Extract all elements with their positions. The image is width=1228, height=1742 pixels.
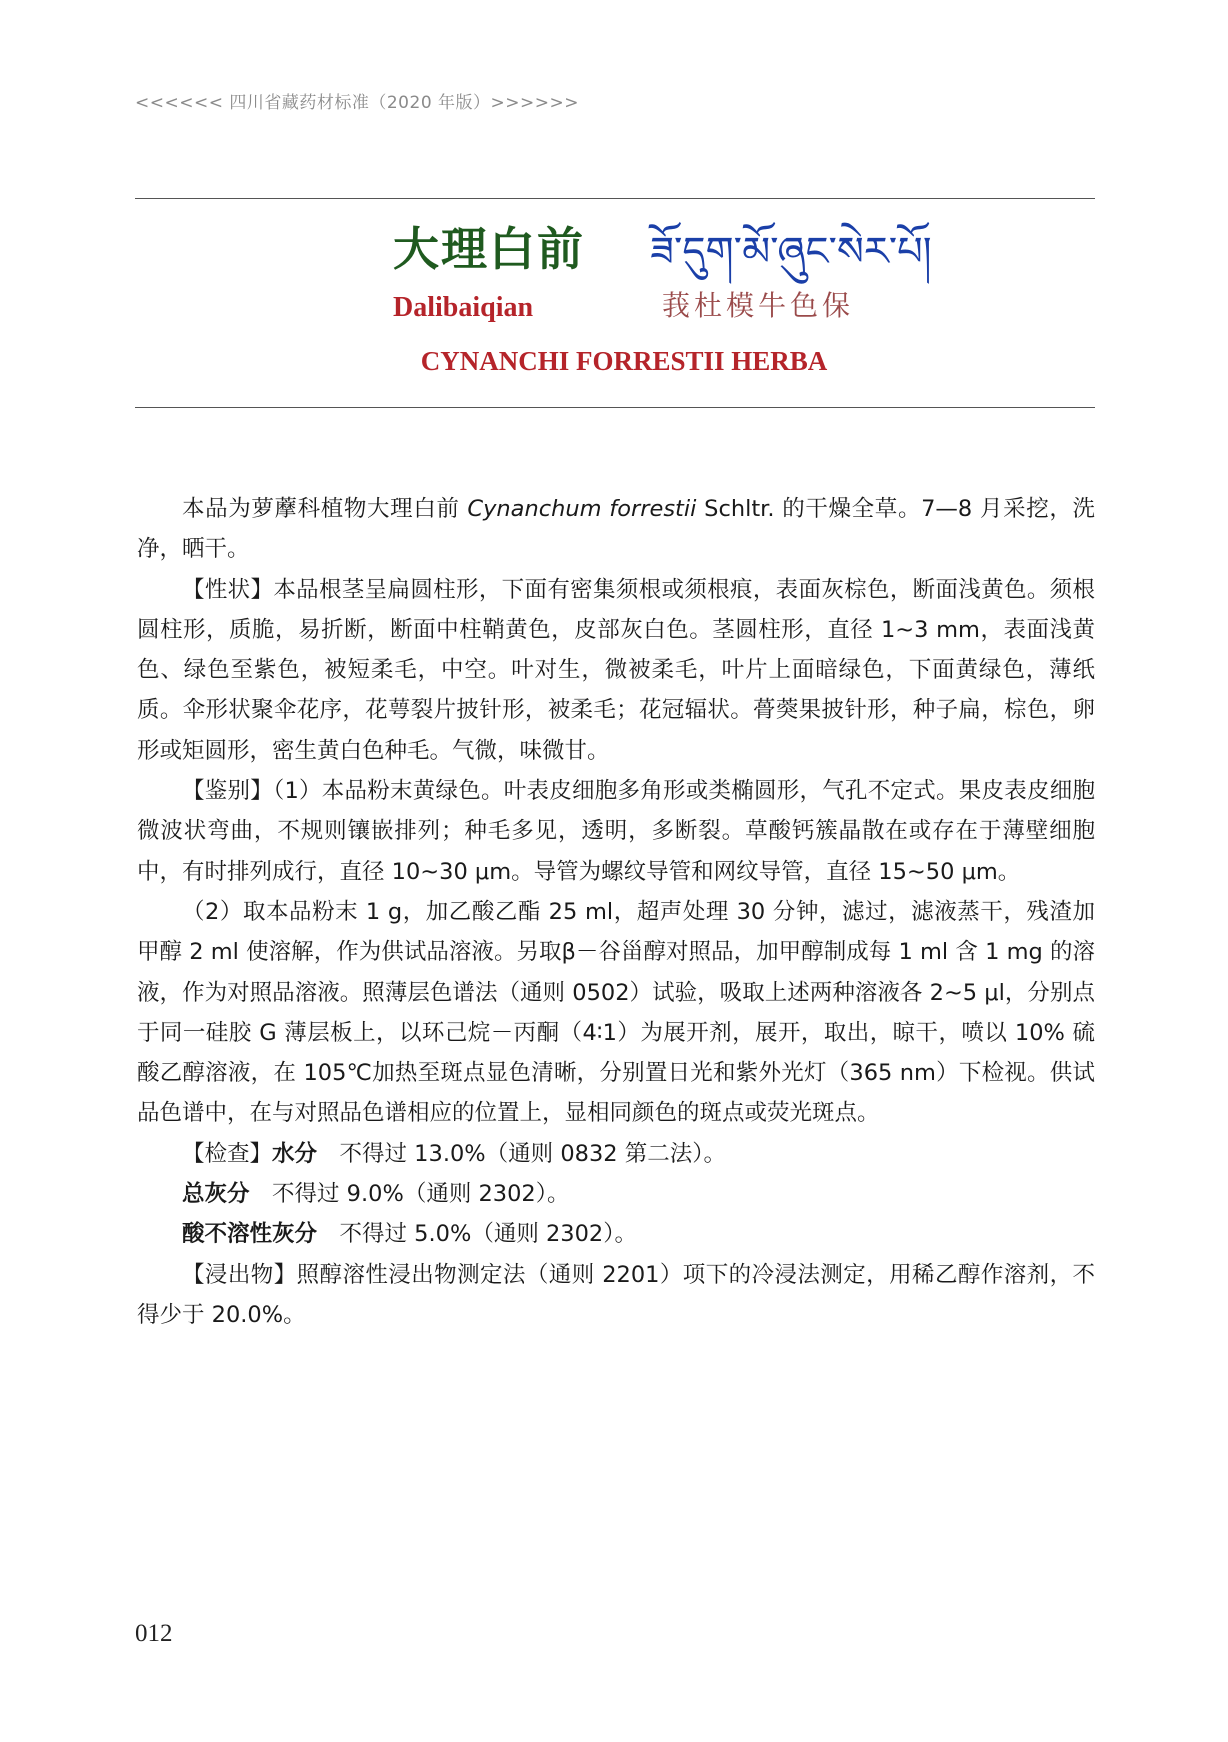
water-content-name: 水分	[272, 1140, 318, 1167]
identification-1-paragraph	[137, 771, 1095, 892]
acid-insoluble-ash-text: 不得过 5.0%（通则 2302）。	[317, 1221, 637, 1248]
extract-paragraph	[137, 1255, 1095, 1336]
running-header: <<<<<< 四川省藏药材标准（2020 年版）>>>>>>	[135, 93, 580, 113]
extract-label: 【浸出物】	[182, 1261, 297, 1288]
identification-1-text: （1）本品粉末黄绿色。叶表皮细胞多角形或类椭圆形，气孔不定式。果皮表皮细胞微波状弯曲，不规则镶嵌排列；种毛多见，透明，多断裂。草酸钙簇晶散在或存在于薄壁细胞中，有时排列成行，直径 10~30 μm。导管为螺纹导管和网纹导管，直径 15~50 μm。	[137, 778, 1095, 885]
total-ash-text: 不得过 9.0%（通则 2302）。	[249, 1181, 570, 1208]
description-paragraph	[137, 570, 1095, 771]
inspection-total-ash-paragraph	[137, 1174, 1095, 1214]
identification-2-text: （2）取本品粉末 1 g，加乙酸乙酯 25 ml，超声处理 30 分钟，滤过，滤液蒸干，残渣加甲醇 2 ml 使溶解，作为供试品溶液。另取β－谷甾醇对照品，加甲醇制成每 1 ml 含 1 mg 的溶液，作为对照品溶液。照薄层色谱法（通则 0502）试验，吸取上述两种溶液各 2~5 μl，分别点于同一硅胶 G 薄层板上，以环己烷－丙酮（4∶1）为展开剂，展开，取出，晾干，喷以 10% 硫酸乙醇溶液，在 105℃加热至斑点显色清晰，分别置日光和紫外光灯（365 nm）下检视。供试品色谱中，在与对照品色谱相应的位置上，显相同颜色的斑点或荧光斑点。	[137, 898, 1095, 1127]
description-text: 本品根茎呈扁圆柱形，下面有密集须根或须根痕，表面灰棕色，断面浅黄色。须根圆柱形，质脆，易折断，断面中柱鞘黄色，皮部灰白色。茎圆柱形，直径 1~3 mm，表面浅黄色、绿色至紫色，被短柔毛，中空。叶对生，微被柔毛，叶片上面暗绿色，下面黄绿色，薄纸质。伞形状聚伞花序，花萼裂片披针形，被柔毛；花冠辐状。蓇葖果披针形，种子扁，棕色，卵形或矩圆形，密生黄白色种毛。气微，味微甘。	[137, 576, 1095, 764]
title-chinese: 大理白前	[393, 222, 585, 276]
inspection-water-paragraph	[137, 1134, 1095, 1174]
top-divider	[135, 198, 1095, 199]
bottom-divider	[135, 407, 1095, 408]
extract-text: 照醇溶性浸出物测定法（通则 2201）项下的冷浸法测定，用稀乙醇作溶剂，不得少于 20.0%。	[137, 1261, 1095, 1328]
intro-text-a: 本品为萝藦科植物大理白前	[182, 496, 468, 522]
inspection-label: 【检查】	[182, 1140, 273, 1167]
total-ash-name: 总灰分	[182, 1181, 250, 1208]
page-number: 012	[135, 1620, 173, 1647]
intro-text-b: Schltr. 的干燥全草。7—8 月采挖，洗净，晒干。	[137, 496, 1096, 563]
title-tibetan: ཟོ་དུག་མོ་ཞུང་སེར་པོ།	[650, 229, 932, 275]
monograph-body	[137, 489, 1095, 1335]
inspection-acid-ash-paragraph	[137, 1214, 1095, 1254]
identification-2-paragraph	[137, 892, 1095, 1134]
water-content-text: 不得过 13.0%（通则 0832 第二法）。	[317, 1140, 726, 1167]
title-pinyin: Dalibaiqian	[393, 292, 534, 323]
title-transliteration: 莪杜模牛色保	[662, 289, 855, 322]
identification-label: 【鉴别】	[182, 778, 273, 805]
acid-insoluble-ash-name: 酸不溶性灰分	[182, 1221, 318, 1248]
intro-paragraph	[137, 489, 1095, 570]
intro-latin-name: Cynanchum forrestii	[467, 496, 697, 522]
title-latin: CYNANCHI FORRESTII HERBA	[420, 346, 828, 376]
description-label: 【性状】	[182, 576, 274, 603]
